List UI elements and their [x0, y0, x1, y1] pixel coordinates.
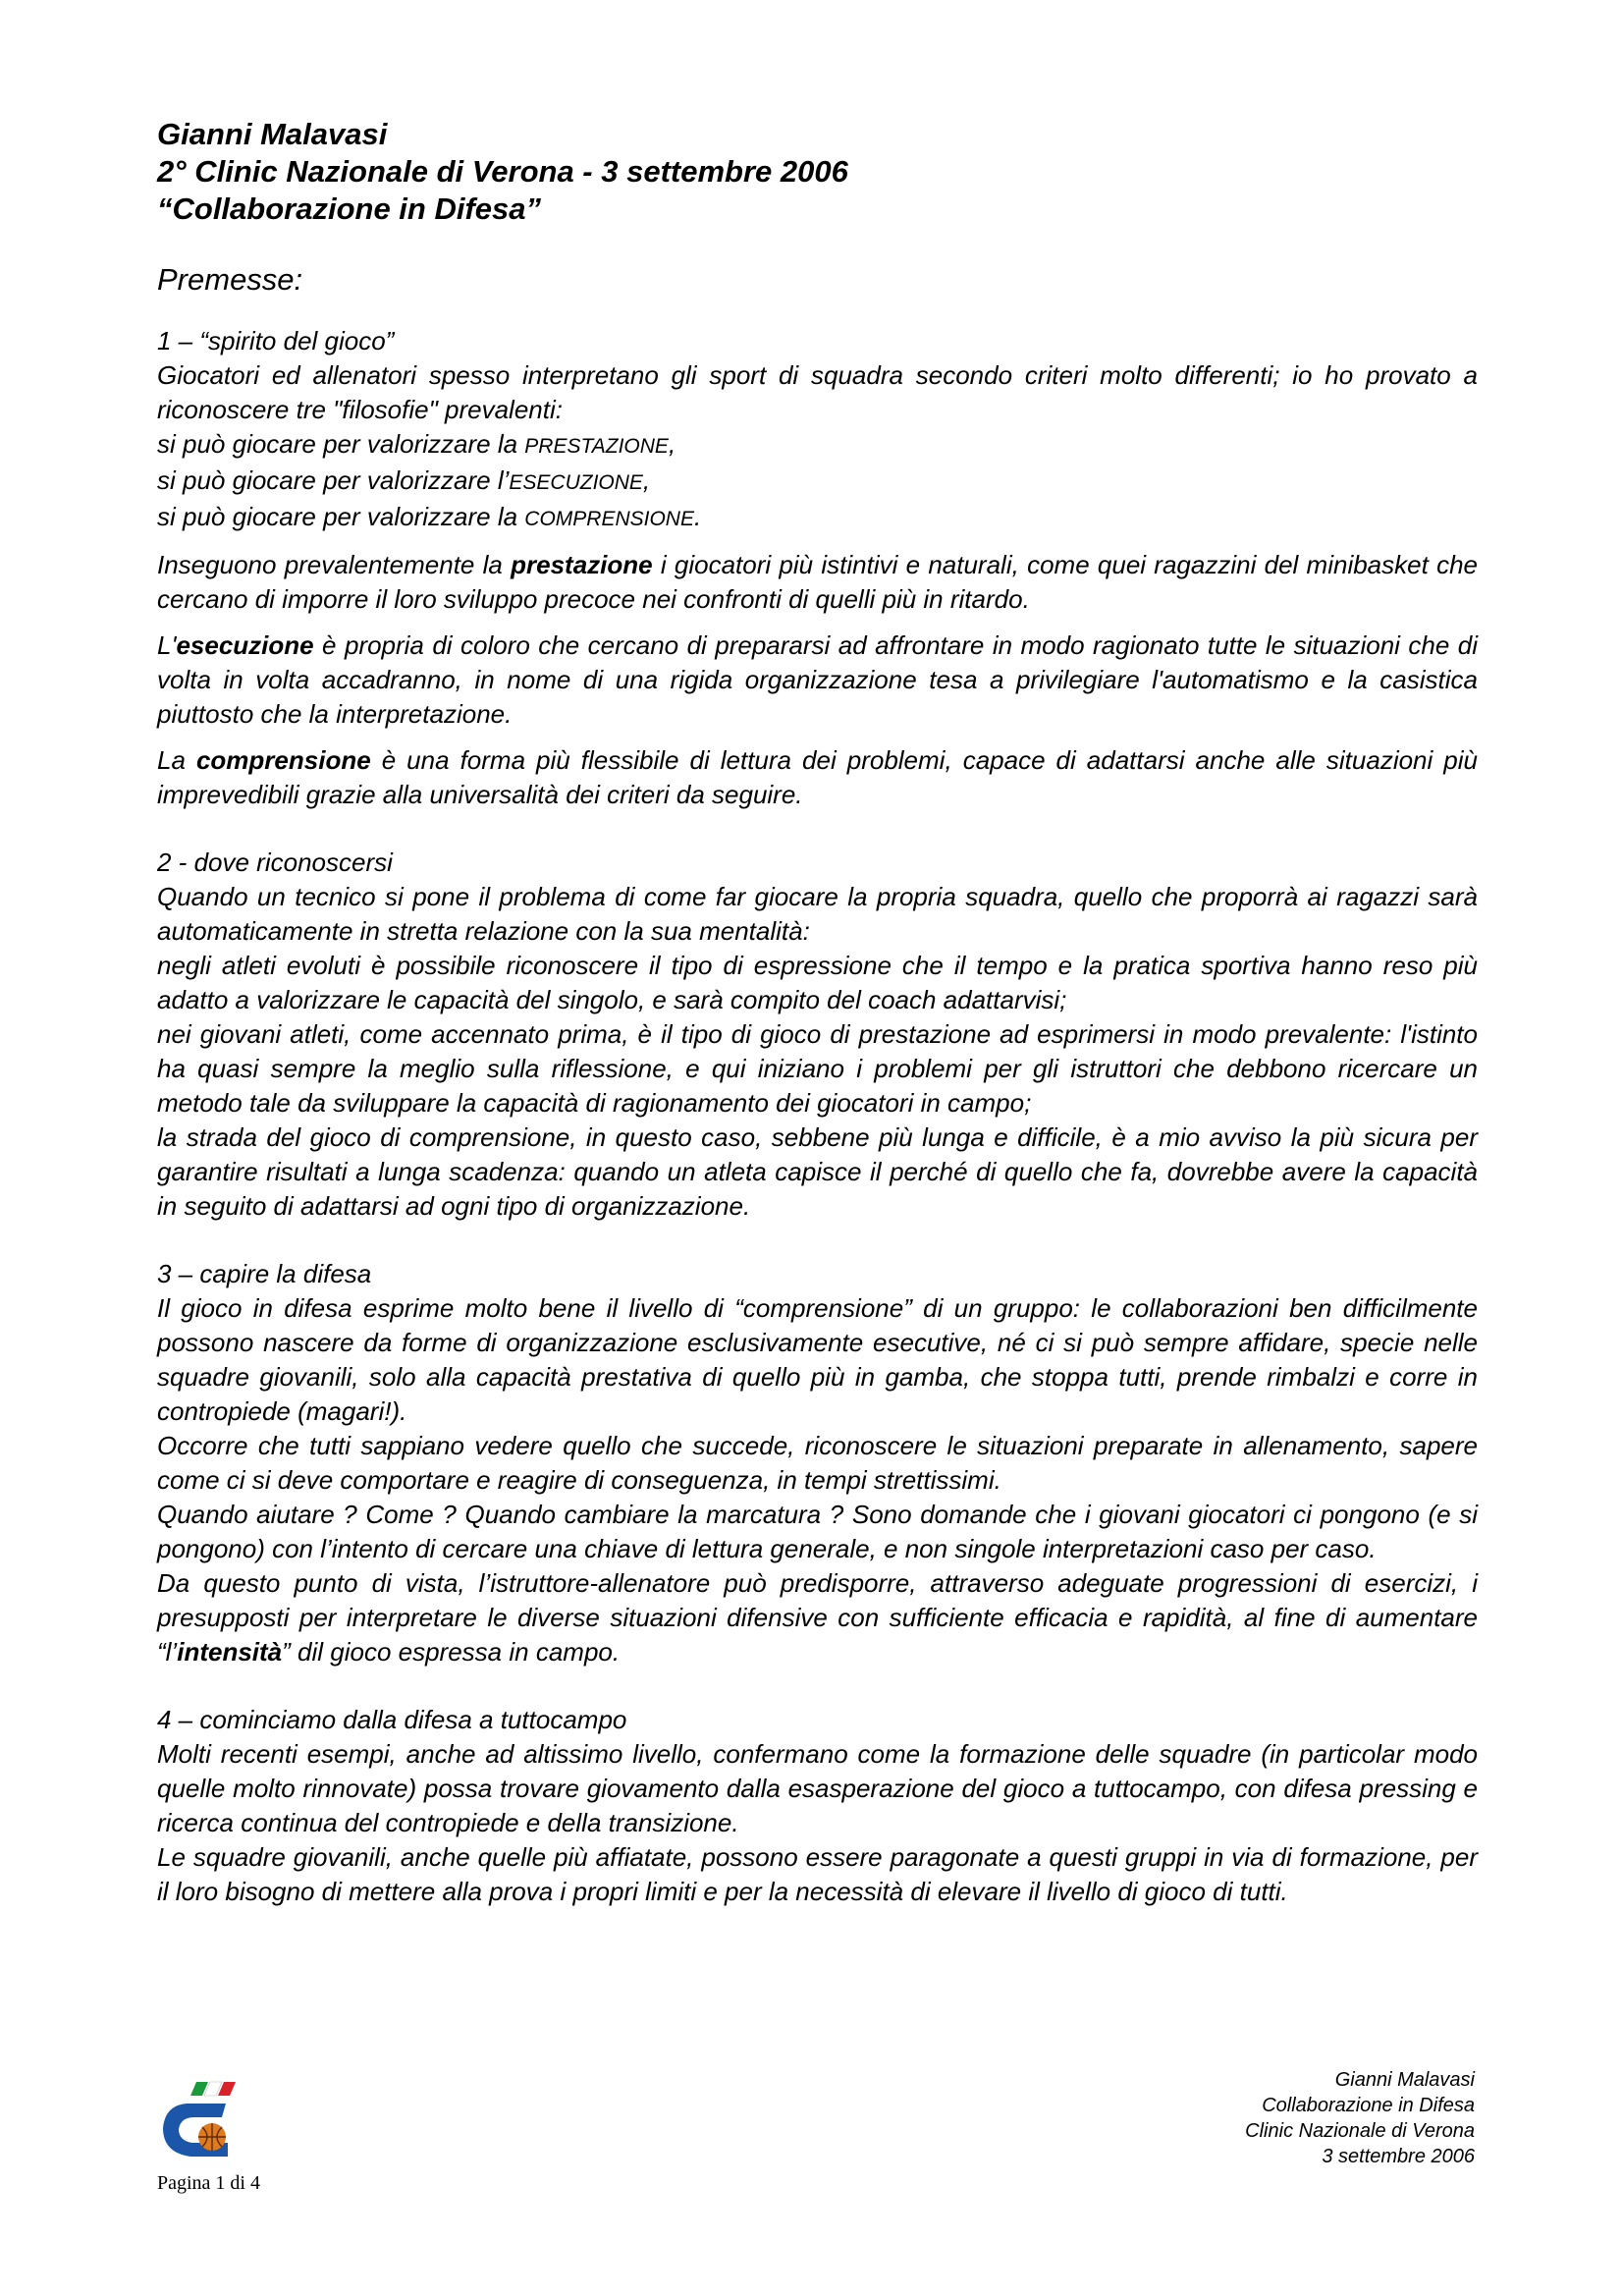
talk-title: “Collaborazione in Difesa” [157, 191, 542, 226]
event-title: 2° Clinic Nazionale di Verona - 3 settembre 2006 [157, 154, 848, 189]
section-4-para-1: Molti recenti esempi, anche ad altissimo livello, confermano come la formazione delle squadre (in particolar modo quelle molto rinnovate) possa trovare giovamento dalla esasperazione del gioco a tuttocampo, con difesa pressing e ricerca continua del contropiede e della transizione. [157, 1739, 1478, 1837]
section-1-para-3: L'esecuzione è propria di coloro che cercano di prepararsi ad affrontare in modo ragionato tutte le situazioni che di volta in volta accadranno, in nome di una rigida organizzazione tesa a privilegiare l'automatismo e la casistica piuttosto che la interpretazione. [157, 630, 1478, 729]
premesse-heading: Premesse: [157, 262, 303, 297]
section-3-para-3: Quando aiutare ? Come ? Quando cambiare la marcatura ? Sono domande che i giovani giocatori ci pongono (e si pongono) con l’intento di cercare una chiave di lettura generale, e non singole interpretazioni caso per caso. [157, 1500, 1478, 1563]
federation-logo-icon [157, 2074, 255, 2167]
section-3-title: 3 – capire la difesa [157, 1259, 372, 1288]
list-item-prestazione: si può giocare per valorizzare la PRESTAZIONE, [157, 429, 676, 459]
section-2-title: 2 - dove riconoscersi [157, 847, 393, 877]
document-body [157, 116, 1478, 1909]
section-3-para-2: Occorre che tutti sappiano vedere quello che succede, riconoscere le situazioni preparate in allenamento, sapere come ci si deve comportare e reagire di conseguenza, in tempi strettissimi. [157, 1431, 1478, 1495]
page-number: Pagina 1 di 4 [157, 2172, 260, 2194]
footer-author: Gianni Malavasi [1334, 2069, 1475, 2091]
section-3-para-1: Il gioco in difesa esprime molto bene il livello di “comprensione” di un gruppo: le collaborazioni ben difficilmente possono nascere da forme di organizzazione esclusivamente esecutive, né ci si può sempre affidare, specie nelle squadre giovanili, solo alla capacità prestativa di quello più in gamba, che stoppa tutti, prende rimbalzi e corre in contropiede (magari!). [157, 1293, 1478, 1426]
list-item-esecuzione: si può giocare per valorizzare l’ESECUZIONE, [157, 465, 651, 495]
author-name: Gianni Malavasi [157, 117, 388, 151]
section-2-para-1: Quando un tecnico si pone il problema di come far giocare la propria squadra, quello che proporrà ai ragazzi sarà automaticamente in stretta relazione con la sua mentalità: [157, 882, 1478, 946]
list-item-comprensione: si può giocare per valorizzare la COMPRENSIONE. [157, 502, 702, 531]
section-1-para-4: La comprensione è una forma più flessibile di lettura dei problemi, capace di adattarsi anche alle situazioni più imprevedibili grazie alla universalità dei criteri da seguire. [157, 745, 1479, 809]
section-2-para-4: la strada del gioco di comprensione, in questo caso, sebbene più lunga e difficile, è a mio avviso la più sicura per garantire risultati a lunga scadenza: quando un atleta capisce il perché di quello che fa, dovrebbe avere la capacità in seguito di adattarsi ad ogni tipo di organizzazione. [157, 1122, 1478, 1221]
section-1-para-2: Inseguono prevalentemente la prestazione i giocatori più istintivi e naturali, come quei ragazzini del minibasket che cercano di imporre il loro sviluppo precoce nei confronti di quelli più in ritardo. [157, 550, 1478, 614]
section-4-title: 4 – cominciamo dalla difesa a tuttocampo [157, 1705, 627, 1734]
section-1-para-1: Giocatori ed allenatori spesso interpretano gli sport di squadra secondo criteri molto differenti; io ho provato a riconoscere tre "filosofie" prevalenti: [157, 360, 1478, 424]
footer-date: 3 settembre 2006 [1322, 2146, 1475, 2167]
section-2-para-2: negli atleti evoluti è possibile riconoscere il tipo di espressione che il tempo e la pratica sportiva hanno reso più adatto a valorizzare le capacità del singolo, e sarà compito del coach adattarvisi; [157, 951, 1478, 1014]
section-3-para-4: Da questo punto di vista, l’istruttore-allenatore può predisporre, attraverso adeguate progressioni di esercizi, i presupposti per interpretare le diverse situazioni difensive con sufficiente efficacia e rapidità, al fine di aumentare “l’intensità” dil gioco espressa in campo. [157, 1568, 1478, 1667]
footer-title: Collaborazione in Difesa [1262, 2095, 1475, 2116]
footer-info [1245, 2067, 1475, 2169]
section-4-para-2: Le squadre giovanili, anche quelle più affiatate, possono essere paragonate a questi gruppi in via di formazione, per il loro bisogno di mettere alla prova i propri limiti e per la necessità di elevare il livello di gioco di tutti. [157, 1842, 1478, 1906]
section-2-para-3: nei giovani atleti, come accennato prima, è il tipo di gioco di prestazione ad esprimersi in modo prevalente: l'istinto ha quasi sempre la meglio sulla riflessione, e qui iniziano i problemi per gli istruttori che debbono ricercare un metodo tale da sviluppare la capacità di ragionamento dei giocatori in campo; [157, 1019, 1478, 1118]
section-1-title: 1 – “spirito del gioco” [157, 326, 395, 355]
footer-event: Clinic Nazionale di Verona [1245, 2120, 1475, 2142]
